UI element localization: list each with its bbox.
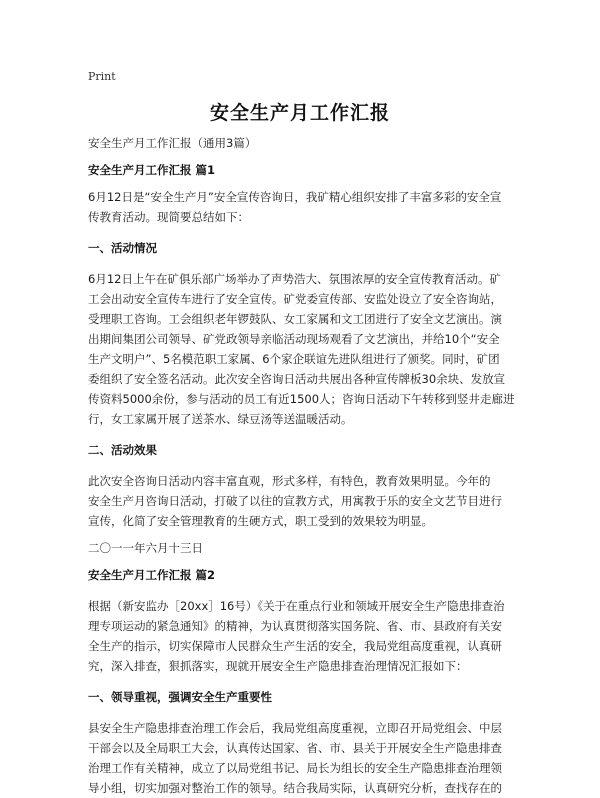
paragraph-line: 生产文明户”、5名模范职工家属、6个家企联谊先进队组进行了颁奖。同时，矿团 — [88, 352, 500, 366]
part1-section2-paragraph — [88, 471, 520, 531]
part2-heading: 安全生产月工作汇报 篇2 — [88, 568, 216, 582]
paragraph-line: 传教育活动。现简要总结如下： — [88, 210, 249, 224]
paragraph-line: 宣传，化简了安全管理教育的生硬方式，职工受到的效果较为明显。 — [88, 514, 433, 528]
paragraph-line: 传资料5000余份，参与活动的员工有近1500人；咨询日活动下午转移到竖井走廊进 — [88, 392, 515, 406]
page-title: 安全生产月工作汇报 — [209, 102, 390, 124]
print-label: Print — [88, 70, 116, 83]
document-body — [88, 133, 520, 798]
part2-section1-paragraph — [88, 718, 520, 798]
part2-intro-paragraph — [88, 596, 520, 676]
paragraph-line: 工会出动安全宣传车进行了安全宣传。矿党委宣传部、安监处设立了安全咨询站， — [88, 292, 502, 306]
part1-section1-paragraph — [88, 269, 520, 429]
paragraph-line: 委组织了安全签名活动。此次安全咨询日活动共展出各种宣传牌板30余块、发放宣 — [88, 372, 506, 386]
paragraph-line: 治理工作有关精神，成立了以局党组书记、局长为组长的安全生产隐患排查治理领 — [88, 761, 502, 775]
part1-date: 二〇一一年六月十三日 — [88, 541, 203, 555]
paragraph-line: 全生产的指示，切实保障市人民群众生产生活的安全，我局党组高度重视，认真研 — [88, 639, 502, 653]
paragraph-line: 导小组，切实加强对整治工作的领导。结合我局实际，认真研究分析，查找存在的 — [88, 781, 502, 795]
part1-section2-heading: 二、活动效果 — [88, 443, 157, 457]
document-subtitle: 安全生产月工作汇报（通用3篇） — [88, 136, 257, 150]
part1-heading: 安全生产月工作汇报 篇1 — [88, 163, 216, 177]
paragraph-line: 此次安全咨询日活动内容丰富直观，形式多样，有特色，教育效果明显。今年的 — [88, 474, 491, 488]
paragraph-line: 行，女工家属开展了送茶水、绿豆汤等送温暖活动。 — [88, 412, 353, 426]
paragraph-line: 干部会以及全局职工大会，认真传达国家、省、市、县关于开展安全生产隐患排查 — [88, 741, 502, 755]
paragraph-line: 6月12日上午在矿俱乐部广场举办了声势浩大、氛围浓厚的安全宣传教育活动。矿 — [88, 272, 501, 286]
paragraph-line: 根据（新安监办［20xx］16号）《关于在重点行业和领域开展安全生产隐患排查治 — [88, 599, 505, 613]
paragraph-line: 出期间集团公司领导、矿党政领导亲临活动现场观看了文艺演出，并给10个“安全 — [88, 332, 500, 346]
paragraph-line: 理专项运动的紧急通知》的精神，为认真贯彻落实国务院、省、市、县政府有关安 — [88, 619, 502, 633]
paragraph-line: 受理职工咨询。工会组织老年锣鼓队、女工家属和文工团进行了安全文艺演出。演 — [88, 312, 502, 326]
paragraph-line: 6月12日是“安全生产月”安全宣传咨询日，我矿精心组织安排了丰富多彩的安全宣 — [88, 190, 502, 204]
paragraph-line: 安全生产月咨询日活动，打破了以往的宣教方式，用寓教于乐的安全文艺节目进行 — [88, 494, 502, 508]
paragraph-line: 县安全生产隐患排查治理工作会后，我局党组高度重视，立即召开局党组会、中层 — [88, 721, 502, 735]
part2-section1-heading: 一、领导重视，强调安全生产重要性 — [88, 690, 272, 704]
part1-section1-heading: 一、活动情况 — [88, 241, 157, 255]
part1-intro-paragraph — [88, 187, 520, 227]
paragraph-line: 究，深入排查，狠抓落实，现就开展安全生产隐患排查治理情况汇报如下： — [88, 659, 468, 673]
